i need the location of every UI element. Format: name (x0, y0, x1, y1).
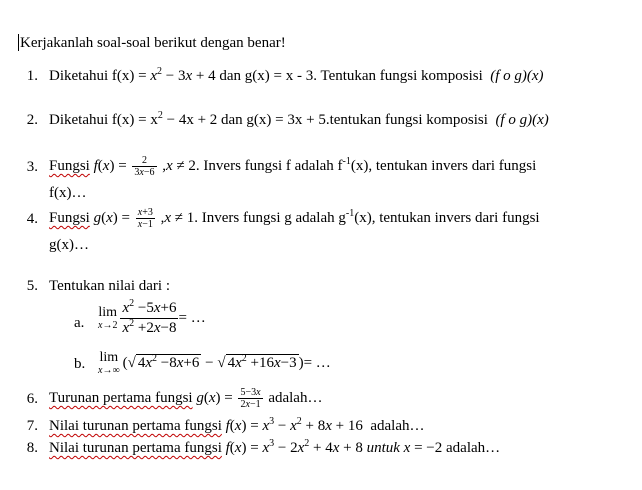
sub-label: a. (74, 315, 85, 331)
problem-continuation: g(x)… (49, 237, 89, 253)
problem-text: Diketahui $f(x) = x^2 - 4x + 2$ dan g(x) = 3x + 5.tentukan fungsi komposisi (f o g)(x) (49, 110, 549, 128)
problem-text: Fungsi f(x) = $\frac{2}{3x-6}$ ,x ≠ 2. Invers fungsi f adalah $f^{-1}(x)$, tentukan invers dari fungsi (49, 155, 537, 179)
problem-text: Tentukan nilai dari : (49, 278, 170, 294)
sub-expression: lim x→2 $\frac{x^2 -5x+6}{x^2 +2x-8}$ = … (98, 298, 206, 337)
problem-text: Nilai turunan pertama fungsi $f(x) = x^3 - x^2 + 8x + 16$ adalah… (49, 416, 425, 434)
problem-text: Diketahui $f(x) = x^2 - 3x + 4$ dan g(x) = x - 3. Tentukan fungsi komposisi (f o g)(x) (49, 66, 544, 84)
problem-number: 8. (26, 440, 38, 456)
problem-text: Nilai turunan pertama fungsi $f(x) = x^3 - 2x^2 + 4x + 8$ untuk x = −2 adalah… (49, 438, 501, 456)
problem-number: 4. (26, 211, 38, 227)
sub-expression: lim x→∞ (√ $4x^2 -8x+6$ − √ $4x^2 +16x-3$ )= … (98, 349, 331, 376)
problem-number: 3. (26, 159, 38, 175)
text-cursor (18, 34, 19, 51)
problem-number: 7. (26, 418, 38, 434)
problem-text: Fungsi g(x) = $\frac{x+3}{x-1}$ ,x ≠ 1. Invers fungsi g adalah $g^{-1}(x)$, tentukan invers dari fungsi (49, 207, 540, 231)
instruction-heading: Kerjakanlah soal-soal berikut dengan benar! (20, 35, 286, 51)
problem-continuation: f(x)… (49, 185, 87, 201)
problem-text: Turunan pertama fungsi g(x) = $\frac{5-3x}{2x-1}$ adalah… (49, 387, 323, 411)
problem-number: 2. (26, 112, 38, 128)
problem-number: 5. (26, 278, 38, 294)
problem-number: 6. (26, 391, 38, 407)
problem-number: 1. (26, 68, 38, 84)
sub-label: b. (74, 356, 86, 372)
